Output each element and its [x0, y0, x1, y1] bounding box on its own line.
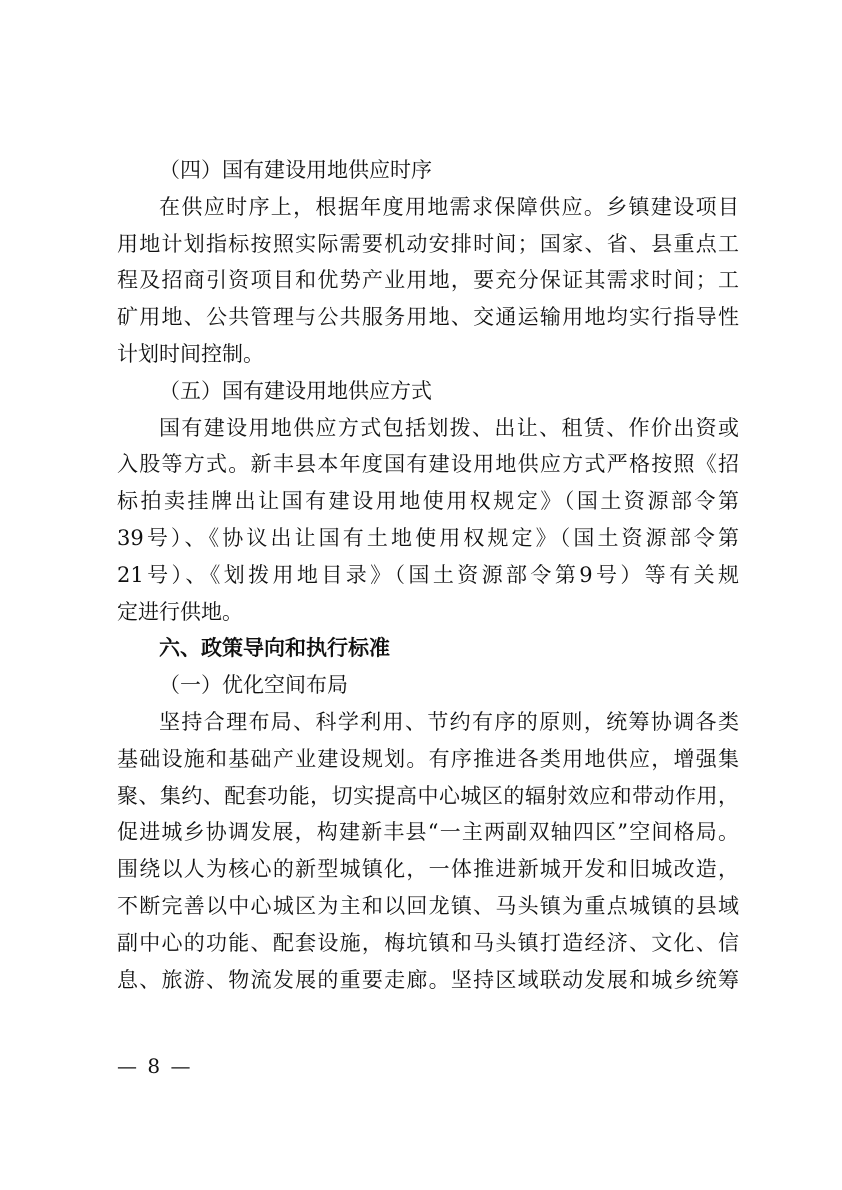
subsection-heading-spatial-layout: （一）优化空间布局 [159, 673, 348, 698]
paragraph-line: 坚持合理布局、科学利用、节约有序的原则，统筹协调各类 [159, 709, 739, 734]
section-heading-supply-timing: （四）国有建设用地供应时序 [159, 158, 432, 182]
paragraph-line: 程及招商引资项目和优势产业用地，要充分保证其需求时间；工 [117, 268, 739, 293]
chapter-heading: 六、政策导向和执行标准 [159, 636, 390, 661]
paragraph-line: 21号）、《划拨用地目录》（国土资源部令第9号）等有关规 [117, 562, 739, 587]
paragraph-line: 矿用地、公共管理与公共服务用地、交通运输用地均实行指导性 [117, 305, 739, 330]
paragraph-line: 计划时间控制。 [117, 341, 264, 366]
paragraph-line: 定进行供地。 [117, 599, 243, 624]
paragraph-line: 39号）、《协议出让国有土地使用权规定》（国土资源部令第 [117, 525, 739, 550]
paragraph-line: 国有建设用地供应方式包括划拨、出让、租赁、作价出资或 [159, 415, 739, 440]
paragraph-line: 副中心的功能、配套设施，梅坑镇和马头镇打造经济、文化、信 [117, 930, 739, 955]
document-body [117, 152, 739, 998]
paragraph-line: 围绕以人为核心的新型城镇化，一体推进新城开发和旧城改造， [117, 857, 739, 882]
paragraph-line: 用地计划指标按照实际需要机动安排时间；国家、省、县重点工 [117, 231, 739, 256]
paragraph-line: 标拍卖挂牌出让国有建设用地使用权规定》（国土资源部令第 [117, 489, 739, 514]
paragraph-line: 息、旅游、物流发展的重要走廊。坚持区域联动发展和城乡统筹 [117, 967, 739, 992]
paragraph-line: 在供应时序上，根据年度用地需求保障供应。乡镇建设项目 [159, 194, 739, 219]
page-number: — 8 — [117, 1054, 193, 1078]
paragraph-line: 基础设施和基础产业建设规划。有序推进各类用地供应，增强集 [117, 746, 739, 771]
paragraph-line: 不断完善以中心城区为主和以回龙镇、马头镇为重点城镇的县域 [117, 893, 739, 918]
paragraph-line: 聚、集约、配套功能，切实提高中心城区的辐射效应和带动作用， [117, 783, 739, 808]
paragraph-line: 促进城乡协调发展，构建新丰县“一主两副双轴四区”空间格局。 [117, 820, 739, 845]
section-heading-supply-method: （五）国有建设用地供应方式 [159, 378, 432, 403]
paragraph-line: 入股等方式。新丰县本年度国有建设用地供应方式严格按照《招 [117, 452, 739, 477]
